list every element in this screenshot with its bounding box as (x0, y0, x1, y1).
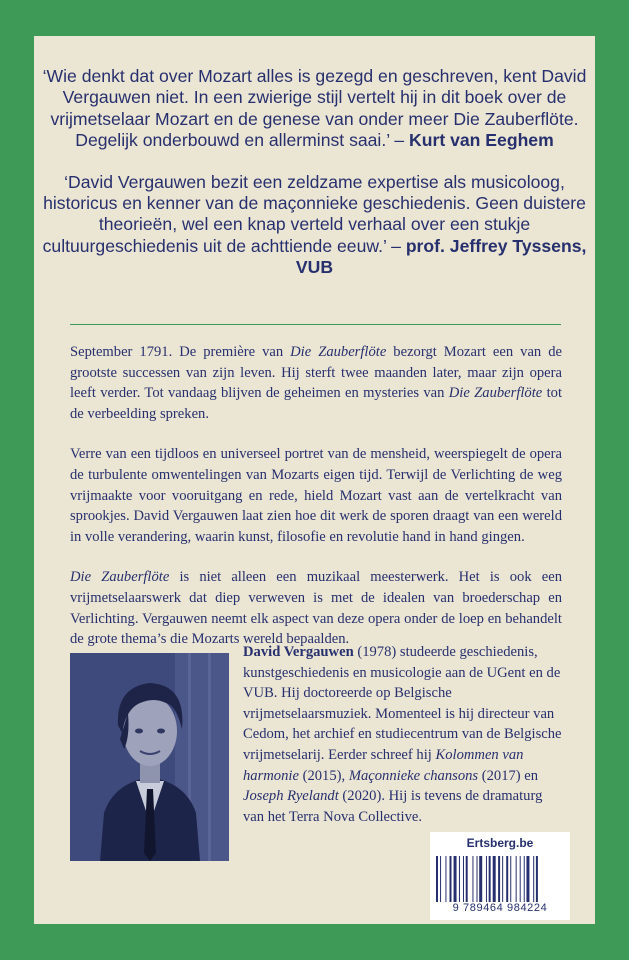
text-run: is niet alleen een muzikaal meesterwerk. Het is ook een vrijmetselaarswerk dat diep verweven is met de idealen van broederschap en Verlichting. Vergauwen neemt elk aspect van deze opera onder de loep en behandelt de grote thema’s die Mozarts wereld bepaalden. (70, 569, 562, 648)
blurb-paragraph-2: Verre van een tijdloos en universeel portret van de mensheid, weerspiegelt de opera de turbulente omwentelingen van Mozarts eigen tijd. Terwijl de Verlichting de weg vrijmaakte voor vooruitgang en rede, hield Mozart vast aan de vertelkracht van sprookjes. David Vergauwen laat zien hoe dit werk de sporen draagt van een wereld in volle verandering, waarin kunst, filosofie en revolutie hand in hand gingen. (70, 446, 562, 545)
quote-text: ‘Wie denkt dat over Mozart alles is gezegd en geschreven, kent David Vergauwen niet. In een zwierige stijl vertelt hij in dit boek over de vrijmetselaar Mozart en de genese van onder meer Die Zauberflöte. Degelijk onderbouwd en allerminst saai.’ – (42, 66, 587, 151)
quote-author: Kurt van Eeghem (409, 130, 554, 151)
review-quote-1 (34, 66, 595, 152)
author-name: David Vergauwen (243, 644, 354, 660)
review-quotes (34, 66, 595, 299)
isbn-number: 9 789464 984224 (452, 902, 548, 914)
text-run: September 1791. De première van (70, 344, 291, 360)
book-title: Kolommen van harmonie (243, 746, 524, 784)
author-photo (70, 653, 229, 861)
book-title: Joseph Ryelandt (243, 788, 339, 805)
barcode-box (430, 832, 570, 920)
barcode-bars (436, 856, 564, 902)
publisher-name: Ertsberg.be (466, 836, 534, 850)
text-run: (2020). Hij is tevens de dramaturg van het Terra Nova Collective. (243, 788, 543, 825)
quote-author: prof. Jeffrey Tyssens, VUB (295, 235, 587, 278)
author-bio (243, 642, 562, 827)
opera-title: Die Zauberflöte (70, 569, 170, 586)
text-run: (1978) studeerde geschiedenis, kunstgeschiedenis en musicologie aan de UGent en de VUB. Hij doctoreerde op Belgische vrijmetselaarsmuziek. Momenteel is hij directeur van Cedom, het archief en studiecentrum van de Belgische vrijmetselarij. Eerder schreef hij (243, 644, 562, 763)
blurb-text (70, 342, 562, 670)
opera-title: Die Zauberflöte (448, 385, 543, 402)
text-run: tot de verbeelding spreken. (70, 385, 563, 422)
blurb-paragraph-3 (70, 567, 562, 649)
text-run: (2015), (298, 767, 349, 784)
opera-title: Die Zauberflöte (290, 344, 387, 360)
review-quote-2 (34, 172, 595, 279)
book-title: Maçonnieke chansons (348, 767, 479, 784)
cover-panel (34, 36, 595, 924)
blurb-paragraph-1 (70, 342, 562, 424)
author-portrait-image (70, 653, 229, 861)
divider-line (70, 324, 561, 325)
quote-text: ‘David Vergauwen bezit een zeldzame expertise als musicoloog, historicus en kenner van de maçonnieke geschiedenis. Geen duistere theorieën, wel een knap verteld verhaal over een stukje cultuurgeschiedenis uit de achttiende eeuw.’ – (42, 171, 586, 256)
text-run: bezorgt Mozart een van de grootste successen van zijn leven. Hij sterft twee maanden later, maar zijn opera leeft verder. Tot vandaag blijven de geheimen en mysteries van (70, 344, 562, 402)
text-run: (2017) en (478, 767, 539, 784)
